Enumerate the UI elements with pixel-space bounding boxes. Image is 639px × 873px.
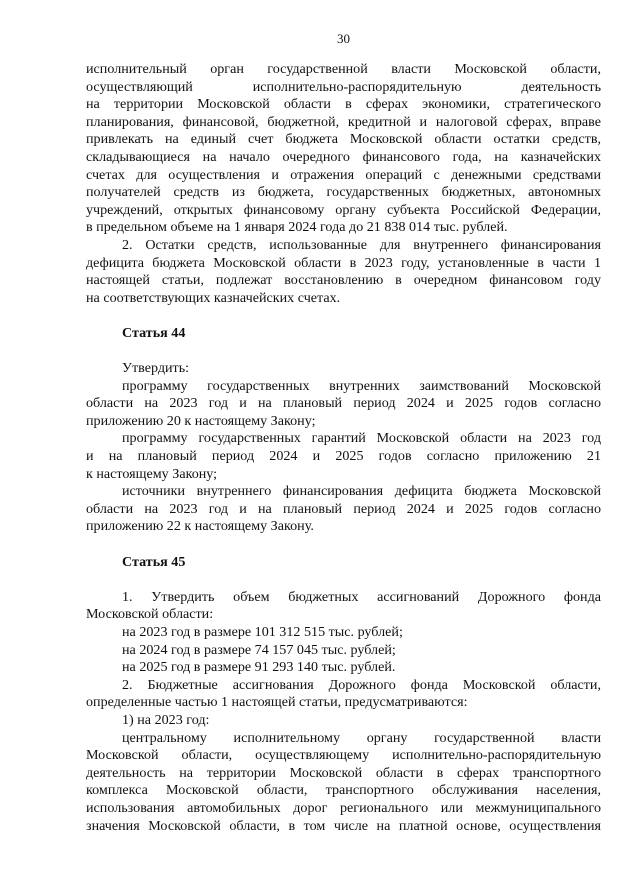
blank-line	[86, 343, 601, 361]
text-line: программу государственных гарантий Московской области на 2023 год	[122, 430, 601, 447]
blank-line	[86, 307, 601, 325]
text-line: приложению 22 к настоящему Закону.	[86, 518, 314, 535]
text-line: осуществляющий исполнительно-распорядительную деятельность	[86, 78, 601, 95]
blank-line	[86, 571, 601, 589]
text-line: 1) на 2023 год:	[122, 711, 210, 728]
text-line: в предельном объеме на 1 января 2024 года до 21 838 014 тыс. рублей.	[86, 219, 508, 236]
text-line: складывающиеся на начало очередного финансового года, на казначейских	[86, 148, 601, 165]
text-line: привлекать на единый счет бюджета Московской области остатки средств,	[86, 131, 601, 148]
text-line: определенные частью 1 настоящей статьи, предусматриваются:	[86, 694, 468, 711]
blank-line	[86, 536, 601, 554]
text-line: счетах для осуществления и отражения операций с денежными средствами	[86, 166, 601, 183]
text-line: 1. Утвердить объем бюджетных ассигнований Дорожного фонда	[122, 588, 601, 605]
text-line: к настоящему Закону;	[86, 465, 218, 482]
text-line: на территории Московской области в сферах экономики, стратегического	[86, 96, 601, 113]
text-line: на соответствующих казначейских счетах.	[86, 289, 341, 306]
text-line: источники внутреннего финансирования дефицита бюджета Московской	[122, 483, 601, 500]
text-line: 2. Остатки средств, использованные для внутреннего финансирования	[122, 236, 601, 253]
article-heading: Статья 45	[122, 553, 186, 570]
text-line: настоящей статьи, подлежат восстановлению в очередном финансовом году	[86, 272, 601, 289]
text-line: использования автомобильных дорог регионального или межмуниципального	[86, 799, 601, 816]
text-line: и на плановый период 2024 и 2025 годов согласно приложению 21	[86, 448, 601, 465]
text-line: центральному исполнительному органу государственной власти	[122, 729, 601, 746]
text-line: области на 2023 год и на плановый период 2024 и 2025 годов согласно	[86, 500, 601, 517]
text-line: на 2024 год в размере 74 157 045 тыс. рублей;	[122, 641, 396, 658]
page-number: 30	[337, 31, 350, 46]
text-line: исполнительный орган государственной власти Московской области,	[86, 61, 601, 77]
text-line: значения Московской области, в том числе на платной основе, осуществления	[86, 817, 601, 834]
text-line: планирования, финансовой, бюджетной, кредитной и налоговой сферах, вправе	[86, 113, 601, 130]
text-line: получателей средств из бюджета, государственных бюджетных, автономных	[86, 184, 601, 201]
text-line: учреждений, открытых финансовому органу субъекта Российской Федерации,	[86, 201, 601, 218]
text-line: Московской области, осуществляющему исполнительно-распорядительную	[86, 747, 601, 764]
text-line: дефицита бюджета Московской области в 2023 году, установленные в части 1	[86, 254, 601, 271]
text-line: 2. Бюджетные ассигнования Дорожного фонда Московской области,	[122, 676, 601, 693]
document-body	[86, 61, 601, 835]
text-line: на 2025 год в размере 91 293 140 тыс. рублей.	[122, 659, 396, 676]
text-line: комплекса Московской области, транспортного обслуживания населения,	[86, 782, 601, 799]
text-line: деятельность на территории Московской области в сферах транспортного	[86, 764, 601, 781]
article-heading: Статья 44	[122, 324, 186, 341]
text-line: Утвердить:	[122, 360, 190, 377]
text-line: программу государственных внутренних заимствований Московской	[122, 377, 601, 394]
text-line: на 2023 год в размере 101 312 515 тыс. рублей;	[122, 624, 403, 640]
text-line: области на 2023 год и на плановый период 2024 и 2025 годов согласно	[86, 395, 601, 412]
text-line: приложению 20 к настоящему Закону;	[86, 412, 316, 429]
text-line: Московской области:	[86, 606, 214, 623]
